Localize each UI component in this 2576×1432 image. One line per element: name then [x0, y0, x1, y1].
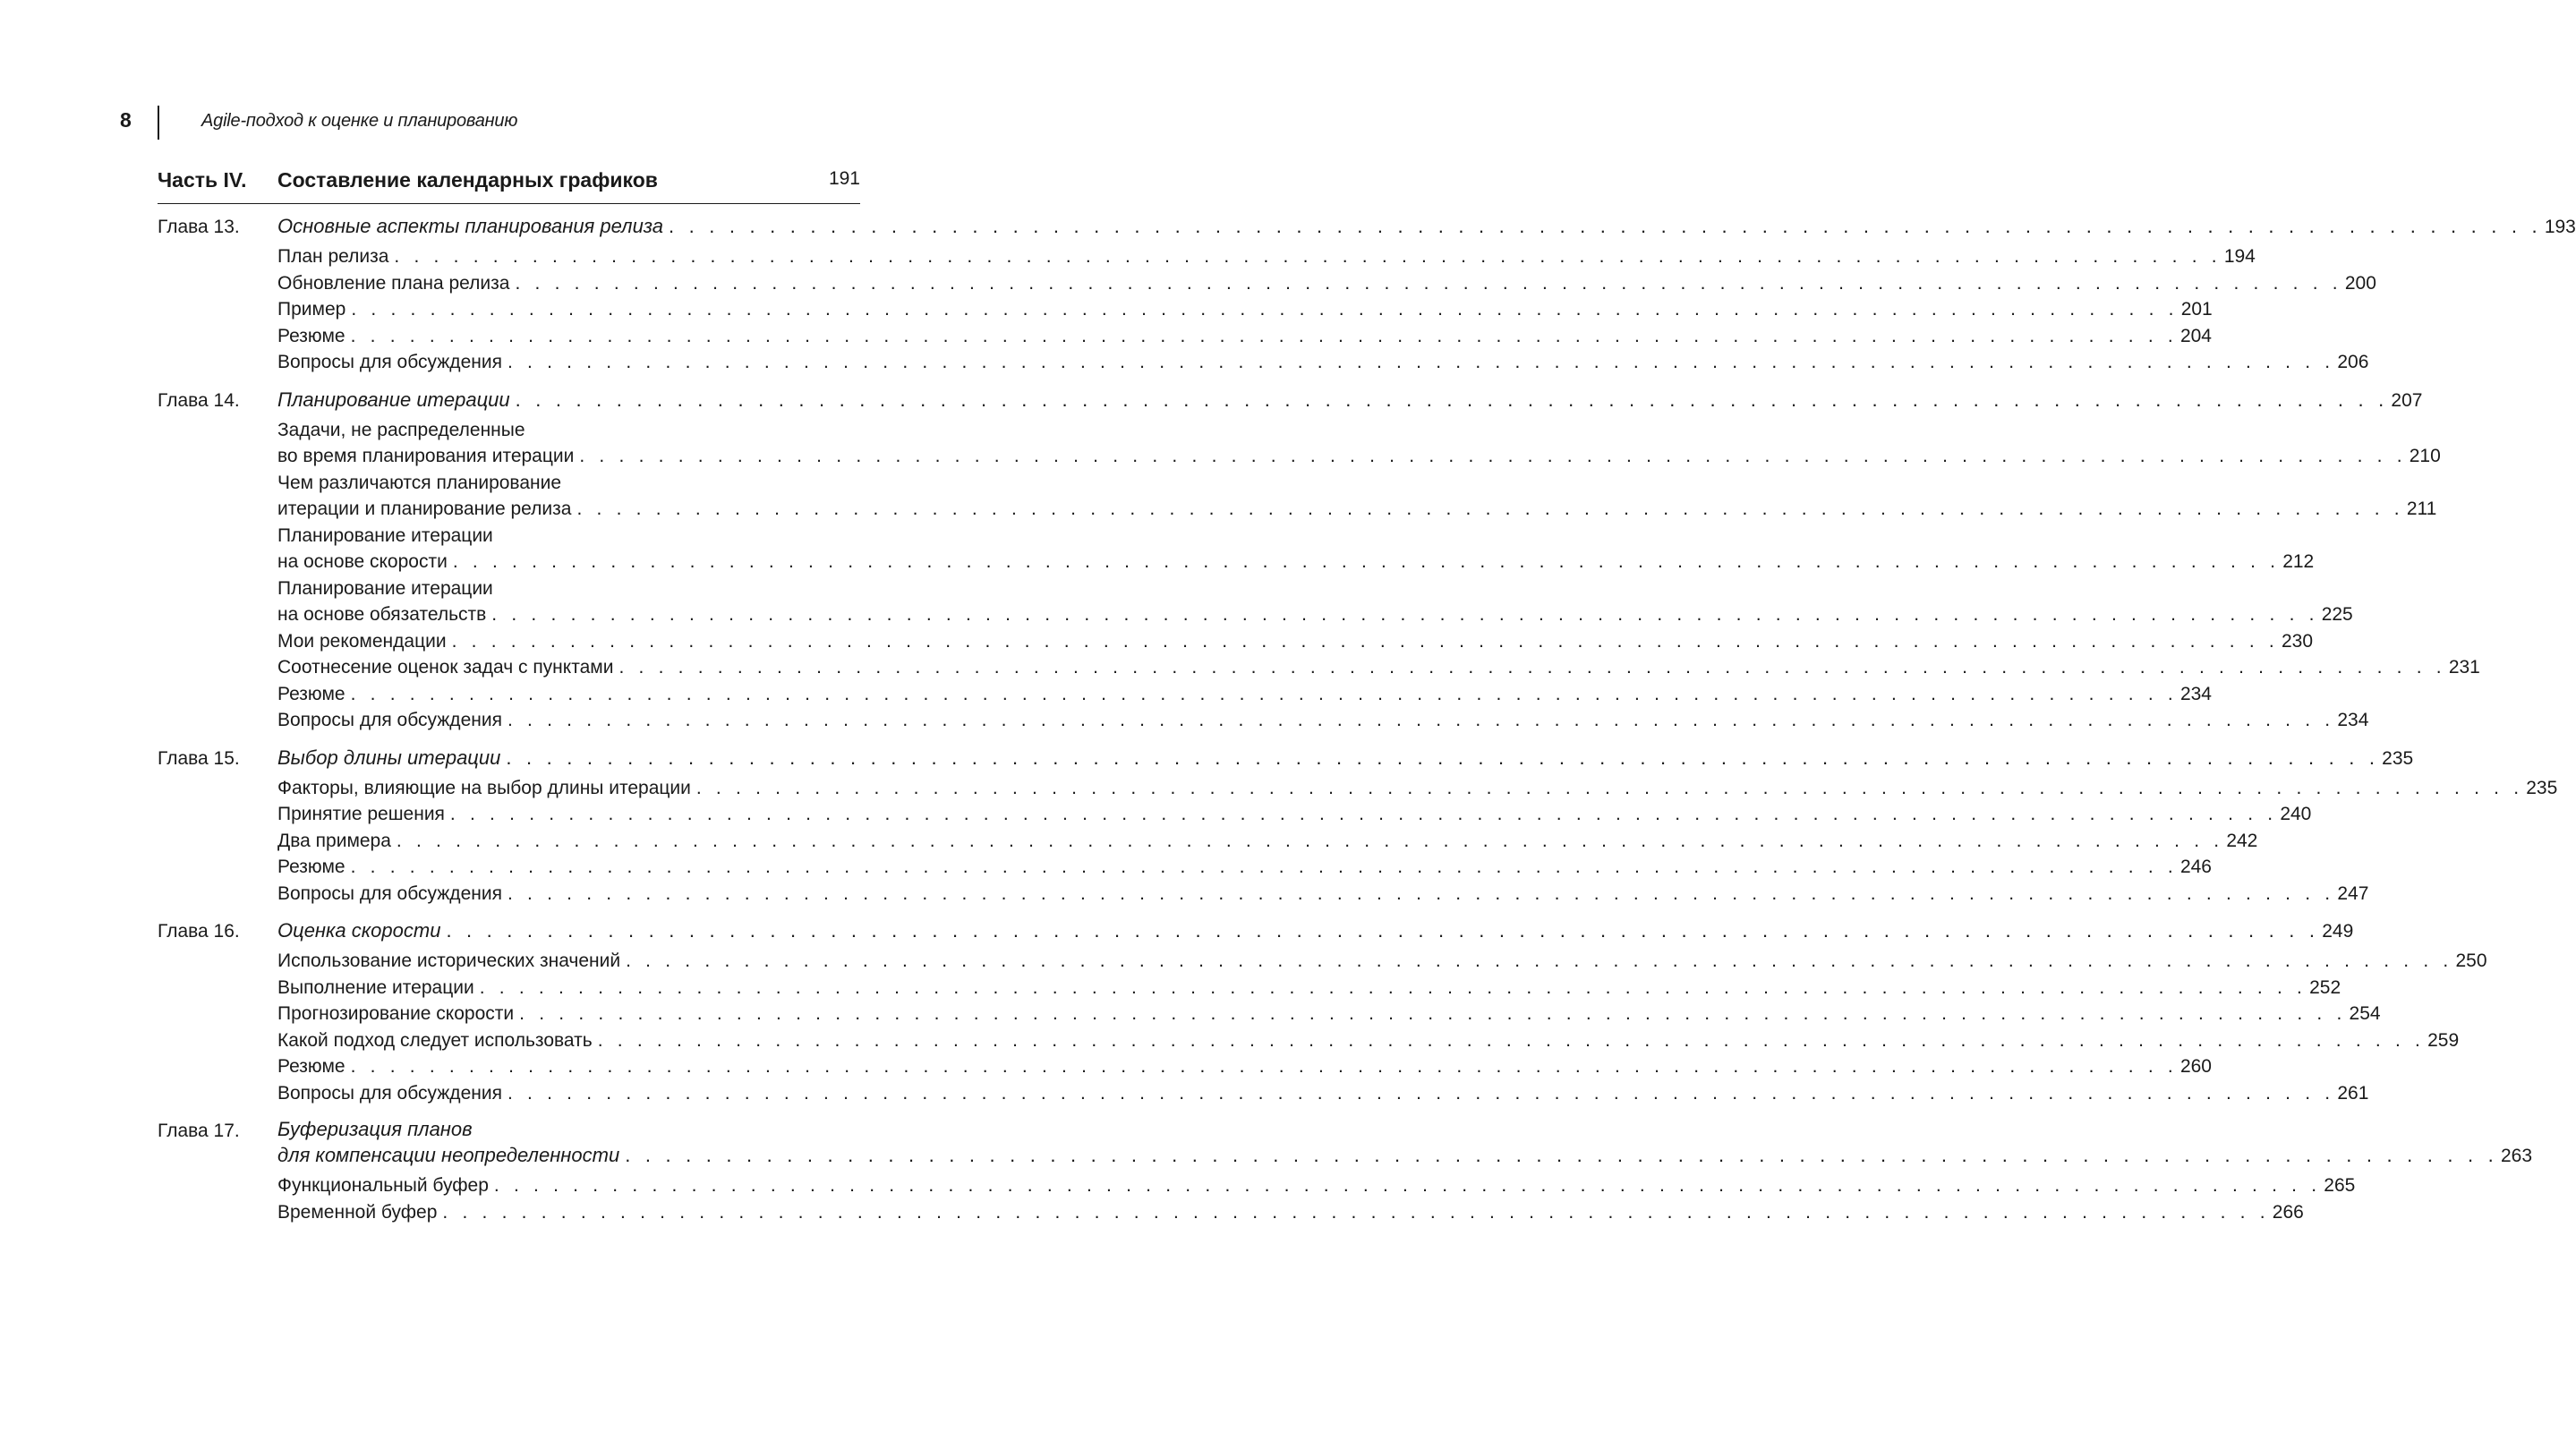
section-page-number: 200 [2344, 272, 2376, 294]
section-entry[interactable] [277, 496, 2437, 523]
section-entry[interactable] [277, 948, 2487, 975]
dot-leader: . . . . . . . . . . . . . . . . . . . . . . . . . . . . . . . . . . . . . . . . . . . . . . . . . . . . . . . . . . . . . . . . . . . . . . . . . . . . . . . . . . . . . . . . . . . . . [507, 1082, 2335, 1104]
section-page-number: 265 [2324, 1175, 2356, 1196]
section-page-number: 260 [2179, 1056, 2212, 1077]
dot-leader: . . . . . . . . . . . . . . . . . . . . . . . . . . . . . . . . . . . . . . . . . . . . . . . . . . . . . . . . . . . . . . . . . . . . . . . . . . . . . . . . . . . . . . . . . . . . . [350, 857, 2178, 877]
dot-leader: . . . . . . . . . . . . . . . . . . . . . . . . . . . . . . . . . . . . . . . . . . . . . . . . . . . . . . . . . . . . . . . . . . . . . . . . . . . . . . . . . . . . . . . . . . . . . [507, 710, 2335, 730]
dot-leader: . . . . . . . . . . . . . . . . . . . . . . . . . . . . . . . . . . . . . . . . . . . . . . . . . . . . . . . . . . . . . . . . . . . . . . . . . . . . . . . . . . . . . . . . . . . . . [446, 919, 2320, 942]
chapter-title-line: Буферизация планов [277, 1118, 473, 1140]
dot-leader: . . . . . . . . . . . . . . . . . . . . . . . . . . . . . . . . . . . . . . . . . . . . . . . . . . . . . . . . . . . . . . . . . . . . . . . . . . . . . . . . . . . . . . . . . . . . . [479, 976, 2307, 998]
section-title-line: Планирование итерации [277, 577, 493, 599]
section-entry[interactable] [277, 775, 2558, 802]
chapter-page-number: 235 [2382, 747, 2414, 769]
section-entry[interactable] [277, 243, 2256, 270]
section-title: итерации и планирование релиза [277, 499, 572, 519]
section-entry[interactable] [277, 270, 2376, 297]
section-page-number: 194 [2223, 246, 2256, 267]
chapter-block [158, 745, 2558, 908]
section-title: Прогнозирование скорости [277, 1003, 515, 1024]
section-entry[interactable] [277, 349, 2369, 376]
dot-leader: . . . . . . . . . . . . . . . . . . . . . . . . . . . . . . . . . . . . . . . . . . . . . . . . . . . . . . . . . . . . . . . . . . . . . . . . . . . . . . . . . . . . . . . . . . . . . [695, 777, 2524, 798]
section-title: Вопросы для обсуждения [277, 882, 502, 904]
dot-leader: . . . . . . . . . . . . . . . . . . . . . . . . . . . . . . . . . . . . . . . . . . . . . . . . . . . . . . . . . . . . . . . . . . . . . . . . . . . . . . . . . . . . . . . . . . . . . [519, 1003, 2347, 1024]
section-title: Вопросы для обсуждения [277, 1082, 502, 1104]
chapter-page-number: 193 [2544, 217, 2576, 237]
section-entry[interactable] [277, 828, 2258, 855]
part-header [158, 164, 860, 204]
dot-leader: . . . . . . . . . . . . . . . . . . . . . . . . . . . . . . . . . . . . . . . . . . . . . . . . . . . . . . . . . . . . . . . . . . . . . . . . . . . . . . . . . . . . . . . . . . . . . [452, 551, 2281, 572]
section-entry[interactable] [277, 443, 2441, 470]
chapter-label: Глава 14. [158, 389, 240, 411]
section-entry[interactable] [277, 1027, 2460, 1054]
chapter-body [277, 213, 2576, 376]
dot-leader: . . . . . . . . . . . . . . . . . . . . . . . . . . . . . . . . . . . . . . . . . . . . . . . . . . . . . . . . . . . . . . . . . . . . . . . . . . . . . . . . . . . . . . . . . . . . . [394, 246, 2222, 267]
section-page-number: 254 [2349, 1003, 2381, 1024]
section-page-number: 246 [2179, 857, 2212, 877]
section-entry[interactable] [277, 296, 2213, 323]
section-page-number: 266 [2272, 1201, 2304, 1223]
section-title: Какой подход следует использовать [277, 1029, 593, 1051]
section-entry[interactable] [277, 601, 2353, 628]
chapter-title-entry[interactable] [277, 917, 2354, 945]
section-title: Мои рекомендации [277, 630, 447, 652]
dot-leader: . . . . . . . . . . . . . . . . . . . . . . . . . . . . . . . . . . . . . . . . . . . . . . . . . . . . . . . . . . . . . . . . . . . . . . . . . . . . . . . . . . . . . . . . . . . . . [618, 657, 2446, 678]
chapter-body [277, 917, 2487, 1106]
chapter-block [158, 1117, 2533, 1225]
section-entry[interactable] [277, 323, 2212, 350]
dot-leader: . . . . . . . . . . . . . . . . . . . . . . . . . . . . . . . . . . . . . . . . . . . . . . . . . . . . . . . . . . . . . . . . . . . . . . . . . . . . . . . . . . . . . . . . . . . . . [626, 950, 2453, 971]
dot-leader: . . . . . . . . . . . . . . . . . . . . . . . . . . . . . . . . . . . . . . . . . . . . . . . . . . . . . . . . . . . . . . . . . . . . . . . . . . . . . . . . . . . . . . . . . . . . . [576, 499, 2404, 519]
dot-leader: . . . . . . . . . . . . . . . . . . . . . . . . . . . . . . . . . . . . . . . . . . . . . . . . . . . . . . . . . . . . . . . . . . . . . . . . . . . . . . . . . . . . . . . . . . . . . [669, 215, 2542, 237]
dot-leader: . . . . . . . . . . . . . . . . . . . . . . . . . . . . . . . . . . . . . . . . . . . . . . . . . . . . . . . . . . . . . . . . . . . . . . . . . . . . . . . . . . . . . . . . . . . . . [493, 1175, 2322, 1196]
section-page-number: 212 [2282, 551, 2315, 572]
section-page-number: 240 [2280, 804, 2312, 824]
section-page-number: 252 [2309, 976, 2341, 998]
section-page-number: 201 [2180, 299, 2213, 320]
chapter-label: Глава 13. [158, 217, 240, 237]
section-title: на основе скорости [277, 551, 448, 572]
section-page-number: 206 [2337, 352, 2369, 372]
header-divider [158, 106, 159, 140]
chapter-block [158, 213, 2576, 376]
part-label: Часть IV. [158, 168, 247, 192]
section-title: Обновление плана релиза [277, 272, 510, 294]
chapter-body [277, 387, 2480, 734]
dot-leader: . . . . . . . . . . . . . . . . . . . . . . . . . . . . . . . . . . . . . . . . . . . . . . . . . . . . . . . . . . . . . . . . . . . . . . . . . . . . . . . . . . . . . . . . . . . . . [579, 446, 2407, 466]
section-title: Пример [277, 299, 346, 320]
chapter-page-number: 263 [2501, 1146, 2533, 1166]
section-entry[interactable] [277, 801, 2312, 828]
section-title: во время планирования итерации [277, 446, 575, 466]
section-page-number: 210 [2409, 446, 2441, 466]
section-page-number: 234 [2337, 710, 2369, 730]
section-entry[interactable] [277, 975, 2341, 1002]
section-entry[interactable] [277, 681, 2212, 708]
chapter-title: для компенсации неопределенности [277, 1144, 620, 1166]
chapter-block [158, 917, 2487, 1106]
section-entry[interactable] [277, 1080, 2369, 1107]
dot-leader: . . . . . . . . . . . . . . . . . . . . . . . . . . . . . . . . . . . . . . . . . . . . . . . . . . . . . . . . . . . . . . . . . . . . . . . . . . . . . . . . . . . . . . . . . . . . . [442, 1201, 2270, 1223]
section-page-number: 225 [2321, 604, 2353, 625]
running-head [0, 106, 982, 141]
chapter-page-number: 249 [2322, 921, 2354, 942]
section-entry[interactable] [277, 654, 2480, 681]
section-title-line: Задачи, не распределенные [277, 419, 525, 440]
section-page-number: 204 [2179, 325, 2212, 346]
section-entry[interactable] [277, 1199, 2304, 1226]
section-title-line: Чем различаются планирование [277, 472, 562, 493]
section-entry[interactable] [277, 1172, 2356, 1199]
dot-leader: . . . . . . . . . . . . . . . . . . . . . . . . . . . . . . . . . . . . . . . . . . . . . . . . . . . . . . . . . . . . . . . . . . . . . . . . . . . . . . . . . . . . . . . . . . . . . [396, 830, 2224, 851]
section-page-number: 242 [2226, 830, 2258, 851]
section-entry[interactable] [277, 1053, 2212, 1080]
section-title: Принятие решения [277, 804, 445, 824]
section-title: Резюме [277, 325, 345, 346]
chapter-label: Глава 16. [158, 921, 240, 942]
chapter-title: Основные аспекты планирования релиза [277, 215, 664, 237]
section-page-number: 247 [2337, 882, 2369, 904]
section-entry[interactable] [277, 881, 2369, 908]
section-page-number: 231 [2448, 657, 2480, 678]
dot-leader: . . . . . . . . . . . . . . . . . . . . . . . . . . . . . . . . . . . . . . . . . . . . . . . . . . . . . . . . . . . . . . . . . . . . . . . . . . . . . . . . . . . . . . . . . . . . . [597, 1029, 2426, 1051]
book-title: Agile-подход к оценке и планированию [201, 111, 518, 131]
section-page-number: 259 [2427, 1029, 2460, 1051]
section-page-number: 230 [2281, 630, 2314, 652]
chapter-body [277, 1117, 2533, 1225]
section-title-line: Планирование итерации [277, 524, 493, 546]
section-title: План релиза [277, 246, 389, 267]
dot-leader: . . . . . . . . . . . . . . . . . . . . . . . . . . . . . . . . . . . . . . . . . . . . . . . . . . . . . . . . . . . . . . . . . . . . . . . . . . . . . . . . . . . . . . . . . . . . . [350, 325, 2178, 346]
dot-leader: . . . . . . . . . . . . . . . . . . . . . . . . . . . . . . . . . . . . . . . . . . . . . . . . . . . . . . . . . . . . . . . . . . . . . . . . . . . . . . . . . . . . . . . . . . . . . [350, 683, 2178, 704]
section-title: Вопросы для обсуждения [277, 352, 502, 372]
section-title: Вопросы для обсуждения [277, 710, 502, 730]
chapter-label: Глава 15. [158, 747, 240, 769]
section-page-number: 235 [2526, 777, 2558, 798]
section-entry[interactable] [277, 854, 2212, 881]
section-title: Функциональный буфер [277, 1175, 489, 1196]
chapter-block [158, 387, 2480, 734]
table-of-contents [158, 213, 2576, 1236]
dot-leader: . . . . . . . . . . . . . . . . . . . . . . . . . . . . . . . . . . . . . . . . . . . . . . . . . . . . . . . . . . . . . . . . . . . . . . . . . . . . . . . . . . . . . . . . . . . . . [449, 804, 2278, 824]
section-entry[interactable] [277, 549, 2315, 575]
dot-leader: . . . . . . . . . . . . . . . . . . . . . . . . . . . . . . . . . . . . . . . . . . . . . . . . . . . . . . . . . . . . . . . . . . . . . . . . . . . . . . . . . . . . . . . . . . . . . [506, 746, 2380, 769]
chapter-title-entry[interactable] [277, 745, 2414, 772]
chapter-title: Планирование итерации [277, 388, 510, 411]
part-title: Составление календарных графиков [277, 168, 658, 192]
page-number: 8 [120, 108, 132, 132]
dot-leader: . . . . . . . . . . . . . . . . . . . . . . . . . . . . . . . . . . . . . . . . . . . . . . . . . . . . . . . . . . . . . . . . . . . . . . . . . . . . . . . . . . . . . . . . . . . . . [350, 1056, 2178, 1077]
chapter-body [277, 745, 2558, 908]
dot-leader: . . . . . . . . . . . . . . . . . . . . . . . . . . . . . . . . . . . . . . . . . . . . . . . . . . . . . . . . . . . . . . . . . . . . . . . . . . . . . . . . . . . . . . . . . . . . . [515, 272, 2342, 294]
dot-leader: . . . . . . . . . . . . . . . . . . . . . . . . . . . . . . . . . . . . . . . . . . . . . . . . . . . . . . . . . . . . . . . . . . . . . . . . . . . . . . . . . . . . . . . . . . . . . [515, 388, 2389, 411]
dot-leader: . . . . . . . . . . . . . . . . . . . . . . . . . . . . . . . . . . . . . . . . . . . . . . . . . . . . . . . . . . . . . . . . . . . . . . . . . . . . . . . . . . . . . . . . . . . . . [351, 299, 2179, 320]
section-page-number: 211 [2406, 499, 2437, 519]
section-title: Резюме [277, 857, 345, 877]
chapter-title-entry[interactable] [277, 213, 2576, 241]
section-entry[interactable] [277, 1001, 2381, 1027]
chapter-title-entry[interactable] [277, 1142, 2533, 1170]
section-entry[interactable] [277, 707, 2369, 734]
section-title: Соотнесение оценок задач с пунктами [277, 657, 614, 678]
dot-leader: . . . . . . . . . . . . . . . . . . . . . . . . . . . . . . . . . . . . . . . . . . . . . . . . . . . . . . . . . . . . . . . . . . . . . . . . . . . . . . . . . . . . . . . . . . . . . [625, 1144, 2498, 1166]
dot-leader: . . . . . . . . . . . . . . . . . . . . . . . . . . . . . . . . . . . . . . . . . . . . . . . . . . . . . . . . . . . . . . . . . . . . . . . . . . . . . . . . . . . . . . . . . . . . . [507, 882, 2335, 904]
chapter-title-entry[interactable] [277, 387, 2423, 414]
section-title: Факторы, влияющие на выбор длины итерации [277, 777, 691, 798]
section-page-number: 234 [2179, 683, 2212, 704]
chapter-title: Выбор длины итерации [277, 746, 501, 769]
chapter-page-number: 207 [2391, 389, 2423, 411]
section-title: Два примера [277, 830, 391, 851]
section-title: Выполнение итерации [277, 976, 474, 998]
section-entry[interactable] [277, 628, 2314, 655]
section-title: Временной буфер [277, 1201, 438, 1223]
chapter-title: Оценка скорости [277, 919, 441, 942]
section-title: Резюме [277, 683, 345, 704]
section-title: Резюме [277, 1056, 345, 1077]
section-page-number: 261 [2337, 1082, 2369, 1104]
dot-leader: . . . . . . . . . . . . . . . . . . . . . . . . . . . . . . . . . . . . . . . . . . . . . . . . . . . . . . . . . . . . . . . . . . . . . . . . . . . . . . . . . . . . . . . . . . . . . [491, 604, 2319, 625]
chapter-label: Глава 17. [158, 1121, 240, 1141]
section-title: на основе обязательств [277, 604, 487, 625]
section-page-number: 250 [2455, 950, 2487, 971]
part-page-number: 191 [828, 168, 860, 189]
section-title: Использование исторических значений [277, 950, 621, 971]
dot-leader: . . . . . . . . . . . . . . . . . . . . . . . . . . . . . . . . . . . . . . . . . . . . . . . . . . . . . . . . . . . . . . . . . . . . . . . . . . . . . . . . . . . . . . . . . . . . . [507, 352, 2335, 372]
dot-leader: . . . . . . . . . . . . . . . . . . . . . . . . . . . . . . . . . . . . . . . . . . . . . . . . . . . . . . . . . . . . . . . . . . . . . . . . . . . . . . . . . . . . . . . . . . . . . [451, 630, 2279, 652]
